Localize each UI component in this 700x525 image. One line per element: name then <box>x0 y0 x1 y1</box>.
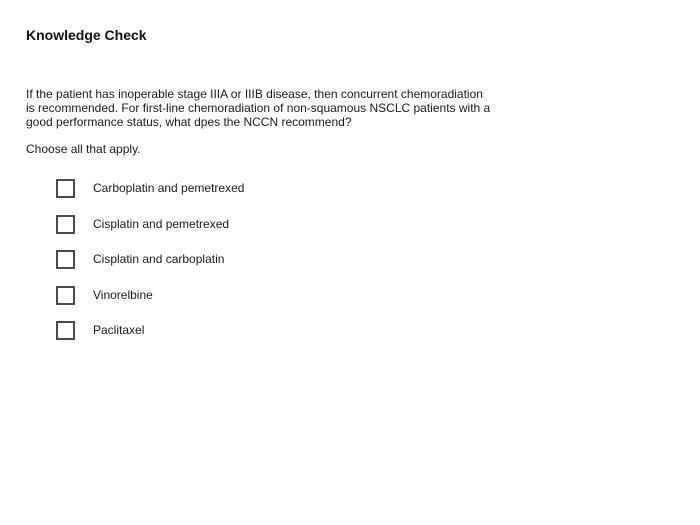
checkbox[interactable] <box>56 321 75 340</box>
checkbox[interactable] <box>56 250 75 269</box>
page-title: Knowledge Check <box>26 27 147 43</box>
checkbox[interactable] <box>56 215 75 234</box>
question-line: is recommended. For first-line chemoradiation of non-squamous NSCLC patients with a <box>26 101 491 115</box>
option-vinorelbine[interactable] <box>56 283 153 307</box>
option-label: Carboplatin and pemetrexed <box>93 181 245 195</box>
option-label: Cisplatin and carboplatin <box>93 252 225 266</box>
option-label: Vinorelbine <box>93 288 153 302</box>
instruction-text: Choose all that apply. <box>26 142 141 156</box>
checkbox[interactable] <box>56 179 75 198</box>
option-label: Paclitaxel <box>93 323 145 337</box>
option-cisplatin-carboplatin[interactable] <box>56 247 224 271</box>
question-line: good performance status, what dpes the NCCN recommend? <box>26 115 352 129</box>
option-cisplatin-pemetrexed[interactable] <box>56 212 229 236</box>
question-line: If the patient has inoperable stage IIIA or IIIB disease, then concurrent chemoradiation <box>26 87 483 101</box>
option-paclitaxel[interactable] <box>56 318 144 342</box>
option-carboplatin-pemetrexed[interactable] <box>56 176 244 200</box>
option-label: Cisplatin and pemetrexed <box>93 217 230 231</box>
question-text <box>26 87 526 129</box>
checkbox[interactable] <box>56 286 75 305</box>
